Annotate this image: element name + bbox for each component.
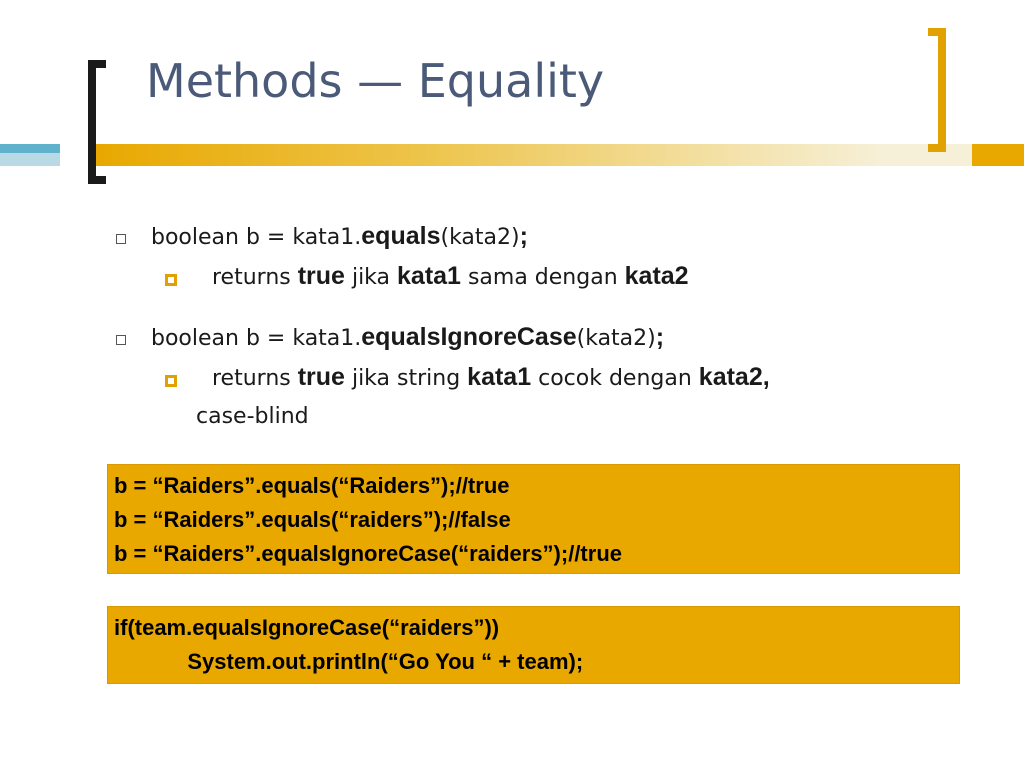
- sub-text: sama dengan: [460, 265, 625, 290]
- hollow-square-bullet-icon: [116, 335, 126, 345]
- header-bar-gold-end: [972, 144, 1024, 166]
- sub-text: cocok dengan: [531, 366, 699, 391]
- slide-title: Methods — Equality: [146, 54, 605, 108]
- sub-bold-true: true: [297, 363, 345, 391]
- left-bracket-decoration: [88, 60, 106, 184]
- sub-bold-kata1: kata1: [467, 363, 532, 391]
- code-line: System.out.println(“Go You “ + team);: [114, 649, 584, 674]
- sub-text: returns: [212, 265, 298, 290]
- sub-bold-true: true: [297, 262, 345, 290]
- code-line: if(team.equalsIgnoreCase(“raiders”)): [114, 615, 500, 640]
- header-bar-blue-light: [0, 153, 60, 166]
- bullet-text-pre: boolean b = kata1.: [151, 225, 362, 250]
- right-bracket-decoration: [928, 28, 946, 152]
- code-block-if-example: [107, 606, 960, 684]
- sub-bold-kata2: kata2: [624, 262, 689, 290]
- filled-square-bullet-icon: [165, 375, 177, 387]
- sub-text: jika: [344, 265, 398, 290]
- sub-text: jika string: [344, 366, 468, 391]
- filled-square-bullet-icon: [165, 274, 177, 286]
- bullet-equals-ignore-case: [151, 323, 664, 352]
- sub-text: returns: [212, 366, 298, 391]
- bullet-semicolon: ;: [655, 323, 665, 351]
- bullet-semicolon: ;: [519, 222, 528, 250]
- sub-bullet-equals: [212, 262, 689, 291]
- bullet-text-pre: boolean b = kata1.: [151, 326, 362, 351]
- bullet-text-post: (kata2): [440, 225, 520, 250]
- sub-bold-kata2: kata2,: [698, 363, 770, 391]
- bullet-method: equals: [361, 222, 441, 250]
- code-line: b = “Raiders”.equals(“raiders”);//false: [114, 507, 511, 532]
- code-line: b = “Raiders”.equalsIgnoreCase(“raiders”);//true: [114, 541, 622, 566]
- sub-bullet-continuation: case-blind: [196, 404, 309, 429]
- bullet-equals: [151, 222, 528, 251]
- bullet-method: equalsIgnoreCase: [361, 323, 577, 351]
- sub-bold-kata1: kata1: [397, 262, 461, 290]
- hollow-square-bullet-icon: [116, 234, 126, 244]
- sub-bullet-equals-ignore-case: [212, 363, 770, 392]
- code-line: b = “Raiders”.equals(“Raiders”);//true: [114, 473, 510, 498]
- header-bar-blue: [0, 144, 60, 153]
- code-block-equals-examples: [107, 464, 960, 574]
- bullet-text-post: (kata2): [576, 326, 656, 351]
- header-bar-gold: [96, 144, 1024, 166]
